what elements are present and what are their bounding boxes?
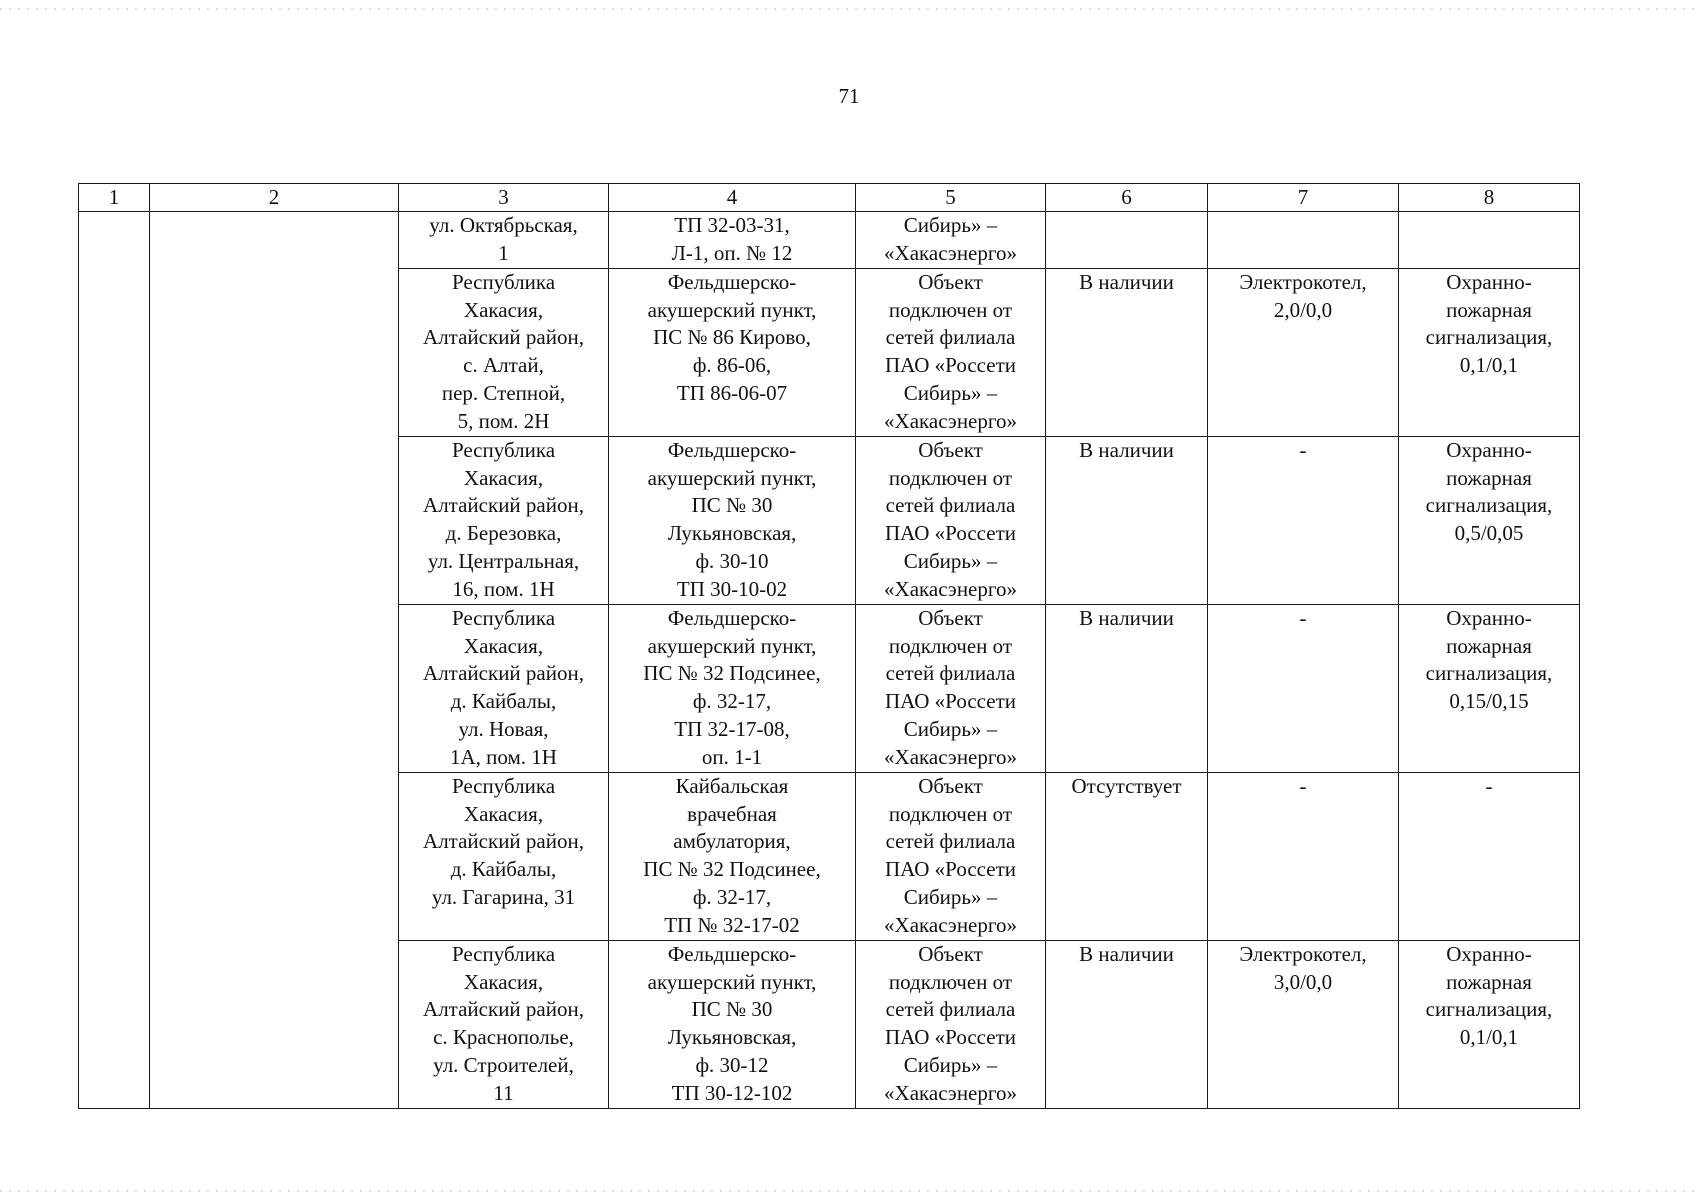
address-cell: Республика Хакасия, Алтайский район, д. Березовка, ул. Центральная, 16, пом. 1Н bbox=[399, 437, 609, 605]
availability-cell bbox=[1046, 212, 1208, 269]
availability-cell: В наличии bbox=[1046, 437, 1208, 605]
object-cell: Фельдшерско- акушерский пункт, ПС № 86 Кирово, ф. 86-06, ТП 86-06-07 bbox=[609, 269, 856, 437]
object-cell: Фельдшерско- акушерский пункт, ПС № 30 Лукьяновская, ф. 30-12 ТП 30-12-102 bbox=[609, 941, 856, 1109]
scan-artifact-top bbox=[0, 8, 1698, 10]
security-cell: Охранно- пожарная сигнализация, 0,5/0,05 bbox=[1399, 437, 1580, 605]
column-header: 7 bbox=[1208, 184, 1399, 212]
connection-cell: Сибирь» – «Хакасэнерго» bbox=[856, 212, 1046, 269]
address-cell: Республика Хакасия, Алтайский район, с. Алтай, пер. Степной, 5, пом. 2Н bbox=[399, 269, 609, 437]
security-cell: Охранно- пожарная сигнализация, 0,1/0,1 bbox=[1399, 269, 1580, 437]
heating-cell: - bbox=[1208, 437, 1399, 605]
heating-cell bbox=[1208, 212, 1399, 269]
column-header: 2 bbox=[150, 184, 399, 212]
availability-cell: В наличии bbox=[1046, 941, 1208, 1109]
table-row bbox=[79, 212, 1580, 269]
address-cell: Республика Хакасия, Алтайский район, д. Кайбалы, ул. Гагарина, 31 bbox=[399, 773, 609, 941]
table-header-row bbox=[79, 184, 1580, 212]
heating-cell: Электрокотел, 2,0/0,0 bbox=[1208, 269, 1399, 437]
availability-cell: Отсутствует bbox=[1046, 773, 1208, 941]
connection-cell: Объект подключен от сетей филиала ПАО «Россети Сибирь» – «Хакасэнерго» bbox=[856, 941, 1046, 1109]
column-header: 5 bbox=[856, 184, 1046, 212]
data-table bbox=[78, 183, 1580, 1109]
object-cell: Кайбальская врачебная амбулатория, ПС № 32 Подсинее, ф. 32-17, ТП № 32-17-02 bbox=[609, 773, 856, 941]
column-header: 8 bbox=[1399, 184, 1580, 212]
merged-cell-col2 bbox=[150, 212, 399, 1109]
scan-artifact-bottom bbox=[0, 1190, 1698, 1192]
heating-cell: - bbox=[1208, 605, 1399, 773]
availability-cell: В наличии bbox=[1046, 605, 1208, 773]
address-cell: Республика Хакасия, Алтайский район, с. Краснополье, ул. Строителей, 11 bbox=[399, 941, 609, 1109]
address-cell: ул. Октябрьская, 1 bbox=[399, 212, 609, 269]
security-cell: Охранно- пожарная сигнализация, 0,15/0,15 bbox=[1399, 605, 1580, 773]
object-cell: Фельдшерско- акушерский пункт, ПС № 30 Лукьяновская, ф. 30-10 ТП 30-10-02 bbox=[609, 437, 856, 605]
page-number: 71 bbox=[838, 84, 860, 108]
object-cell: ТП 32-03-31, Л-1, оп. № 12 bbox=[609, 212, 856, 269]
merged-cell-col1 bbox=[79, 212, 150, 1109]
object-cell: Фельдшерско- акушерский пункт, ПС № 32 Подсинее, ф. 32-17, ТП 32-17-08, оп. 1-1 bbox=[609, 605, 856, 773]
column-header: 1 bbox=[79, 184, 150, 212]
connection-cell: Объект подключен от сетей филиала ПАО «Россети Сибирь» – «Хакасэнерго» bbox=[856, 437, 1046, 605]
column-header: 3 bbox=[399, 184, 609, 212]
address-cell: Республика Хакасия, Алтайский район, д. Кайбалы, ул. Новая, 1А, пом. 1Н bbox=[399, 605, 609, 773]
connection-cell: Объект подключен от сетей филиала ПАО «Россети Сибирь» – «Хакасэнерго» bbox=[856, 269, 1046, 437]
availability-cell: В наличии bbox=[1046, 269, 1208, 437]
column-header: 6 bbox=[1046, 184, 1208, 212]
column-header: 4 bbox=[609, 184, 856, 212]
security-cell: - bbox=[1399, 773, 1580, 941]
security-cell bbox=[1399, 212, 1580, 269]
connection-cell: Объект подключен от сетей филиала ПАО «Россети Сибирь» – «Хакасэнерго» bbox=[856, 605, 1046, 773]
heating-cell: - bbox=[1208, 773, 1399, 941]
heating-cell: Электрокотел, 3,0/0,0 bbox=[1208, 941, 1399, 1109]
connection-cell: Объект подключен от сетей филиала ПАО «Россети Сибирь» – «Хакасэнерго» bbox=[856, 773, 1046, 941]
security-cell: Охранно- пожарная сигнализация, 0,1/0,1 bbox=[1399, 941, 1580, 1109]
